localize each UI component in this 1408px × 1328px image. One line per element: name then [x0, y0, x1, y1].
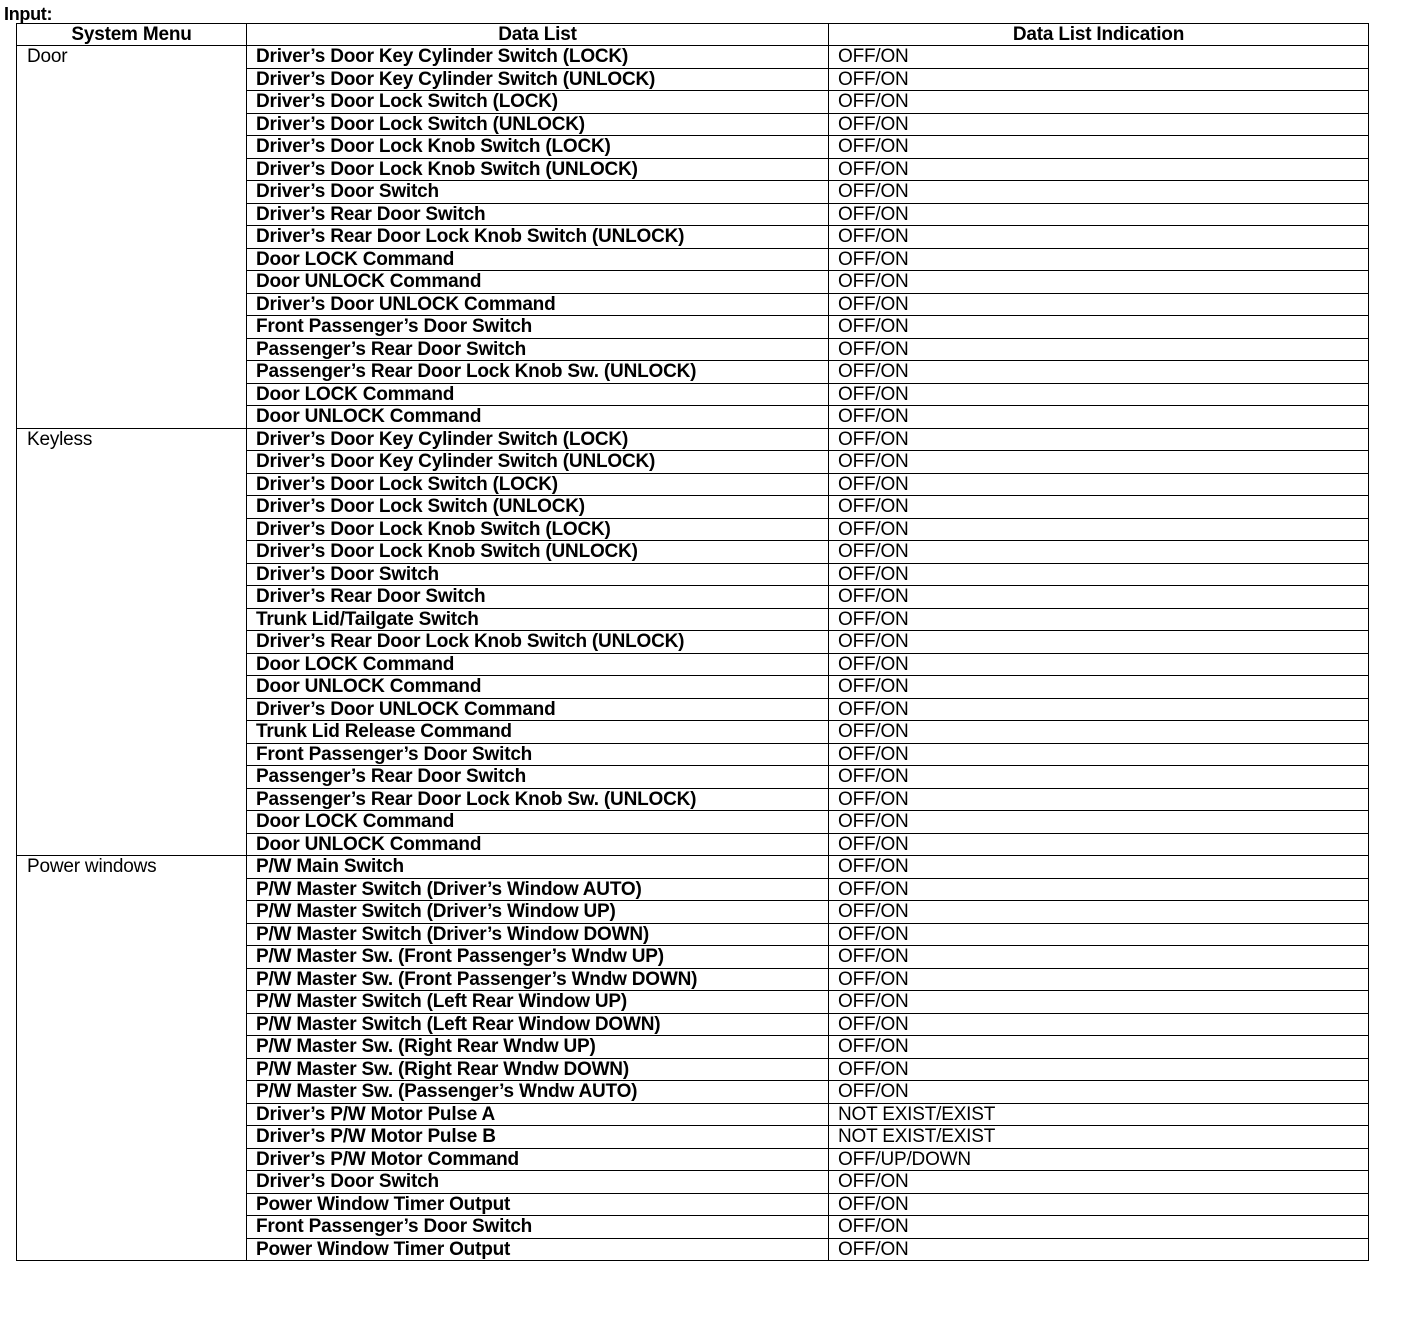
table-header-row — [17, 24, 1369, 46]
data-list-indication-cell: OFF/ON — [829, 518, 1369, 541]
data-list-item-cell: Door UNLOCK Command — [247, 406, 829, 429]
data-list-indication-cell: OFF/ON — [829, 586, 1369, 609]
data-list-item-cell: P/W Master Switch (Left Rear Window DOWN) — [247, 1013, 829, 1036]
data-list-indication-cell: OFF/ON — [829, 248, 1369, 271]
data-list-indication-cell: OFF/ON — [829, 541, 1369, 564]
data-list-indication-cell: NOT EXIST/EXIST — [829, 1103, 1369, 1126]
system-menu-cell: Keyless — [17, 428, 247, 856]
data-list-indication-cell: OFF/ON — [829, 1193, 1369, 1216]
data-list-indication-cell: OFF/ON — [829, 406, 1369, 429]
table-row — [17, 428, 1369, 451]
data-list-item-cell: Driver’s Door Lock Knob Switch (LOCK) — [247, 518, 829, 541]
data-list-item-cell: P/W Master Sw. (Passenger’s Wndw AUTO) — [247, 1081, 829, 1104]
data-list-item-cell: Driver’s Rear Door Switch — [247, 203, 829, 226]
data-list-item-cell: Power Window Timer Output — [247, 1238, 829, 1261]
data-list-item-cell: Passenger’s Rear Door Lock Knob Sw. (UNLOCK) — [247, 788, 829, 811]
data-list-item-cell: Door LOCK Command — [247, 248, 829, 271]
data-list-item-cell: Door UNLOCK Command — [247, 833, 829, 856]
data-list-item-cell: Driver’s P/W Motor Command — [247, 1148, 829, 1171]
data-list-item-cell: Driver’s Door Switch — [247, 563, 829, 586]
data-list-item-cell: Door LOCK Command — [247, 811, 829, 834]
data-list-indication-cell: OFF/ON — [829, 923, 1369, 946]
data-list-indication-cell: OFF/ON — [829, 1058, 1369, 1081]
data-list-item-cell: Trunk Lid Release Command — [247, 721, 829, 744]
system-menu-cell: Door — [17, 46, 247, 429]
data-list-indication-cell: OFF/ON — [829, 383, 1369, 406]
data-list-item-cell: Door LOCK Command — [247, 383, 829, 406]
data-list-indication-cell: OFF/ON — [829, 833, 1369, 856]
data-list-item-cell: Driver’s Door Key Cylinder Switch (LOCK) — [247, 46, 829, 69]
data-list-indication-cell: OFF/ON — [829, 113, 1369, 136]
data-list-indication-cell: OFF/ON — [829, 856, 1369, 879]
data-list-indication-cell: OFF/ON — [829, 68, 1369, 91]
data-list-indication-cell: OFF/ON — [829, 698, 1369, 721]
data-list-item-cell: Front Passenger’s Door Switch — [247, 1216, 829, 1239]
table-row — [17, 856, 1369, 879]
data-list-indication-cell: OFF/ON — [829, 676, 1369, 699]
data-list-item-cell: P/W Master Sw. (Front Passenger’s Wndw DOWN) — [247, 968, 829, 991]
data-list-indication-cell: OFF/ON — [829, 1036, 1369, 1059]
data-list-indication-cell: OFF/ON — [829, 361, 1369, 384]
data-list-item-cell: Driver’s Door Key Cylinder Switch (UNLOCK) — [247, 68, 829, 91]
data-list-item-cell: Driver’s Door Lock Switch (UNLOCK) — [247, 496, 829, 519]
data-list-item-cell: Power Window Timer Output — [247, 1193, 829, 1216]
data-list-item-cell: Passenger’s Rear Door Lock Knob Sw. (UNLOCK) — [247, 361, 829, 384]
data-list-indication-cell: OFF/ON — [829, 451, 1369, 474]
data-list-item-cell: Front Passenger’s Door Switch — [247, 743, 829, 766]
data-list-indication-cell: OFF/ON — [829, 901, 1369, 924]
data-list-item-cell: Passenger’s Rear Door Switch — [247, 766, 829, 789]
data-list-indication-cell: OFF/ON — [829, 1216, 1369, 1239]
data-list-item-cell: Driver’s Door Lock Switch (UNLOCK) — [247, 113, 829, 136]
data-list-indication-cell: OFF/ON — [829, 271, 1369, 294]
data-list-item-cell: P/W Master Switch (Driver’s Window DOWN) — [247, 923, 829, 946]
data-list-indication-cell: OFF/ON — [829, 1081, 1369, 1104]
data-list-item-cell: P/W Master Sw. (Front Passenger’s Wndw UP) — [247, 946, 829, 969]
data-list-indication-cell: OFF/ON — [829, 293, 1369, 316]
data-list-item-cell: Driver’s Rear Door Switch — [247, 586, 829, 609]
data-list-indication-cell: OFF/ON — [829, 766, 1369, 789]
data-list-item-cell: Driver’s P/W Motor Pulse A — [247, 1103, 829, 1126]
page-label: Input: — [4, 4, 53, 24]
data-list-item-cell: Driver’s Door UNLOCK Command — [247, 293, 829, 316]
data-list-item-cell: Driver’s Door Key Cylinder Switch (LOCK) — [247, 428, 829, 451]
data-list-indication-cell: OFF/ON — [829, 608, 1369, 631]
data-list-item-cell: Driver’s Door Switch — [247, 181, 829, 204]
data-list-indication-cell: OFF/ON — [829, 721, 1369, 744]
data-list-indication-cell: OFF/ON — [829, 316, 1369, 339]
data-list-indication-cell: OFF/ON — [829, 878, 1369, 901]
data-list-item-cell: Door LOCK Command — [247, 653, 829, 676]
data-list-item-cell: Driver’s P/W Motor Pulse B — [247, 1126, 829, 1149]
data-list-indication-cell: NOT EXIST/EXIST — [829, 1126, 1369, 1149]
data-list-item-cell: Trunk Lid/Tailgate Switch — [247, 608, 829, 631]
data-list-indication-cell: OFF/ON — [829, 158, 1369, 181]
data-list-indication-cell: OFF/ON — [829, 991, 1369, 1014]
data-list-indication-cell: OFF/ON — [829, 811, 1369, 834]
data-list-indication-cell: OFF/UP/DOWN — [829, 1148, 1369, 1171]
data-list-indication-cell: OFF/ON — [829, 631, 1369, 654]
data-list-indication-cell: OFF/ON — [829, 1238, 1369, 1261]
data-list-indication-cell: OFF/ON — [829, 46, 1369, 69]
data-list-indication-cell: OFF/ON — [829, 563, 1369, 586]
data-list-item-cell: Driver’s Door Lock Knob Switch (LOCK) — [247, 136, 829, 159]
data-list-indication-cell: OFF/ON — [829, 226, 1369, 249]
data-list-indication-cell: OFF/ON — [829, 653, 1369, 676]
data-list-indication-cell: OFF/ON — [829, 946, 1369, 969]
data-list-indication-cell: OFF/ON — [829, 968, 1369, 991]
system-menu-cell: Power windows — [17, 856, 247, 1261]
data-list-indication-cell: OFF/ON — [829, 338, 1369, 361]
header-system-menu: System Menu — [17, 24, 247, 46]
data-list-item-cell: P/W Master Switch (Left Rear Window UP) — [247, 991, 829, 1014]
data-list-indication-cell: OFF/ON — [829, 1171, 1369, 1194]
table-body — [17, 46, 1369, 1261]
header-data-list: Data List — [247, 24, 829, 46]
data-list-indication-cell: OFF/ON — [829, 496, 1369, 519]
data-list-item-cell: Driver’s Door Key Cylinder Switch (UNLOCK) — [247, 451, 829, 474]
data-list-indication-cell: OFF/ON — [829, 181, 1369, 204]
data-list-item-cell: Driver’s Rear Door Lock Knob Switch (UNLOCK) — [247, 631, 829, 654]
data-list-item-cell: Passenger’s Rear Door Switch — [247, 338, 829, 361]
header-data-list-indication: Data List Indication — [829, 24, 1369, 46]
data-list-indication-cell: OFF/ON — [829, 743, 1369, 766]
data-list-indication-cell: OFF/ON — [829, 1013, 1369, 1036]
data-list-indication-cell: OFF/ON — [829, 788, 1369, 811]
data-list-item-cell: P/W Master Sw. (Right Rear Wndw UP) — [247, 1036, 829, 1059]
data-list-item-cell: Driver’s Door Lock Switch (LOCK) — [247, 91, 829, 114]
data-list-item-cell: Driver’s Door Switch — [247, 1171, 829, 1194]
data-list-indication-cell: OFF/ON — [829, 203, 1369, 226]
data-list-item-cell: Front Passenger’s Door Switch — [247, 316, 829, 339]
data-list-item-cell: P/W Master Switch (Driver’s Window UP) — [247, 901, 829, 924]
data-list-indication-cell: OFF/ON — [829, 136, 1369, 159]
data-list-item-cell: Door UNLOCK Command — [247, 271, 829, 294]
data-list-item-cell: Driver’s Door Lock Knob Switch (UNLOCK) — [247, 158, 829, 181]
data-list-item-cell: Door UNLOCK Command — [247, 676, 829, 699]
data-list-item-cell: P/W Master Switch (Driver’s Window AUTO) — [247, 878, 829, 901]
data-list-indication-cell: OFF/ON — [829, 91, 1369, 114]
data-list-item-cell: Driver’s Rear Door Lock Knob Switch (UNLOCK) — [247, 226, 829, 249]
data-list-item-cell: Driver’s Door Lock Knob Switch (UNLOCK) — [247, 541, 829, 564]
data-list-item-cell: P/W Master Sw. (Right Rear Wndw DOWN) — [247, 1058, 829, 1081]
data-list-item-cell: Driver’s Door Lock Switch (LOCK) — [247, 473, 829, 496]
data-list-item-cell: P/W Main Switch — [247, 856, 829, 879]
data-list-item-cell: Driver’s Door UNLOCK Command — [247, 698, 829, 721]
data-list-indication-cell: OFF/ON — [829, 473, 1369, 496]
table-row — [17, 46, 1369, 69]
data-list-table — [16, 23, 1369, 1261]
data-list-indication-cell: OFF/ON — [829, 428, 1369, 451]
